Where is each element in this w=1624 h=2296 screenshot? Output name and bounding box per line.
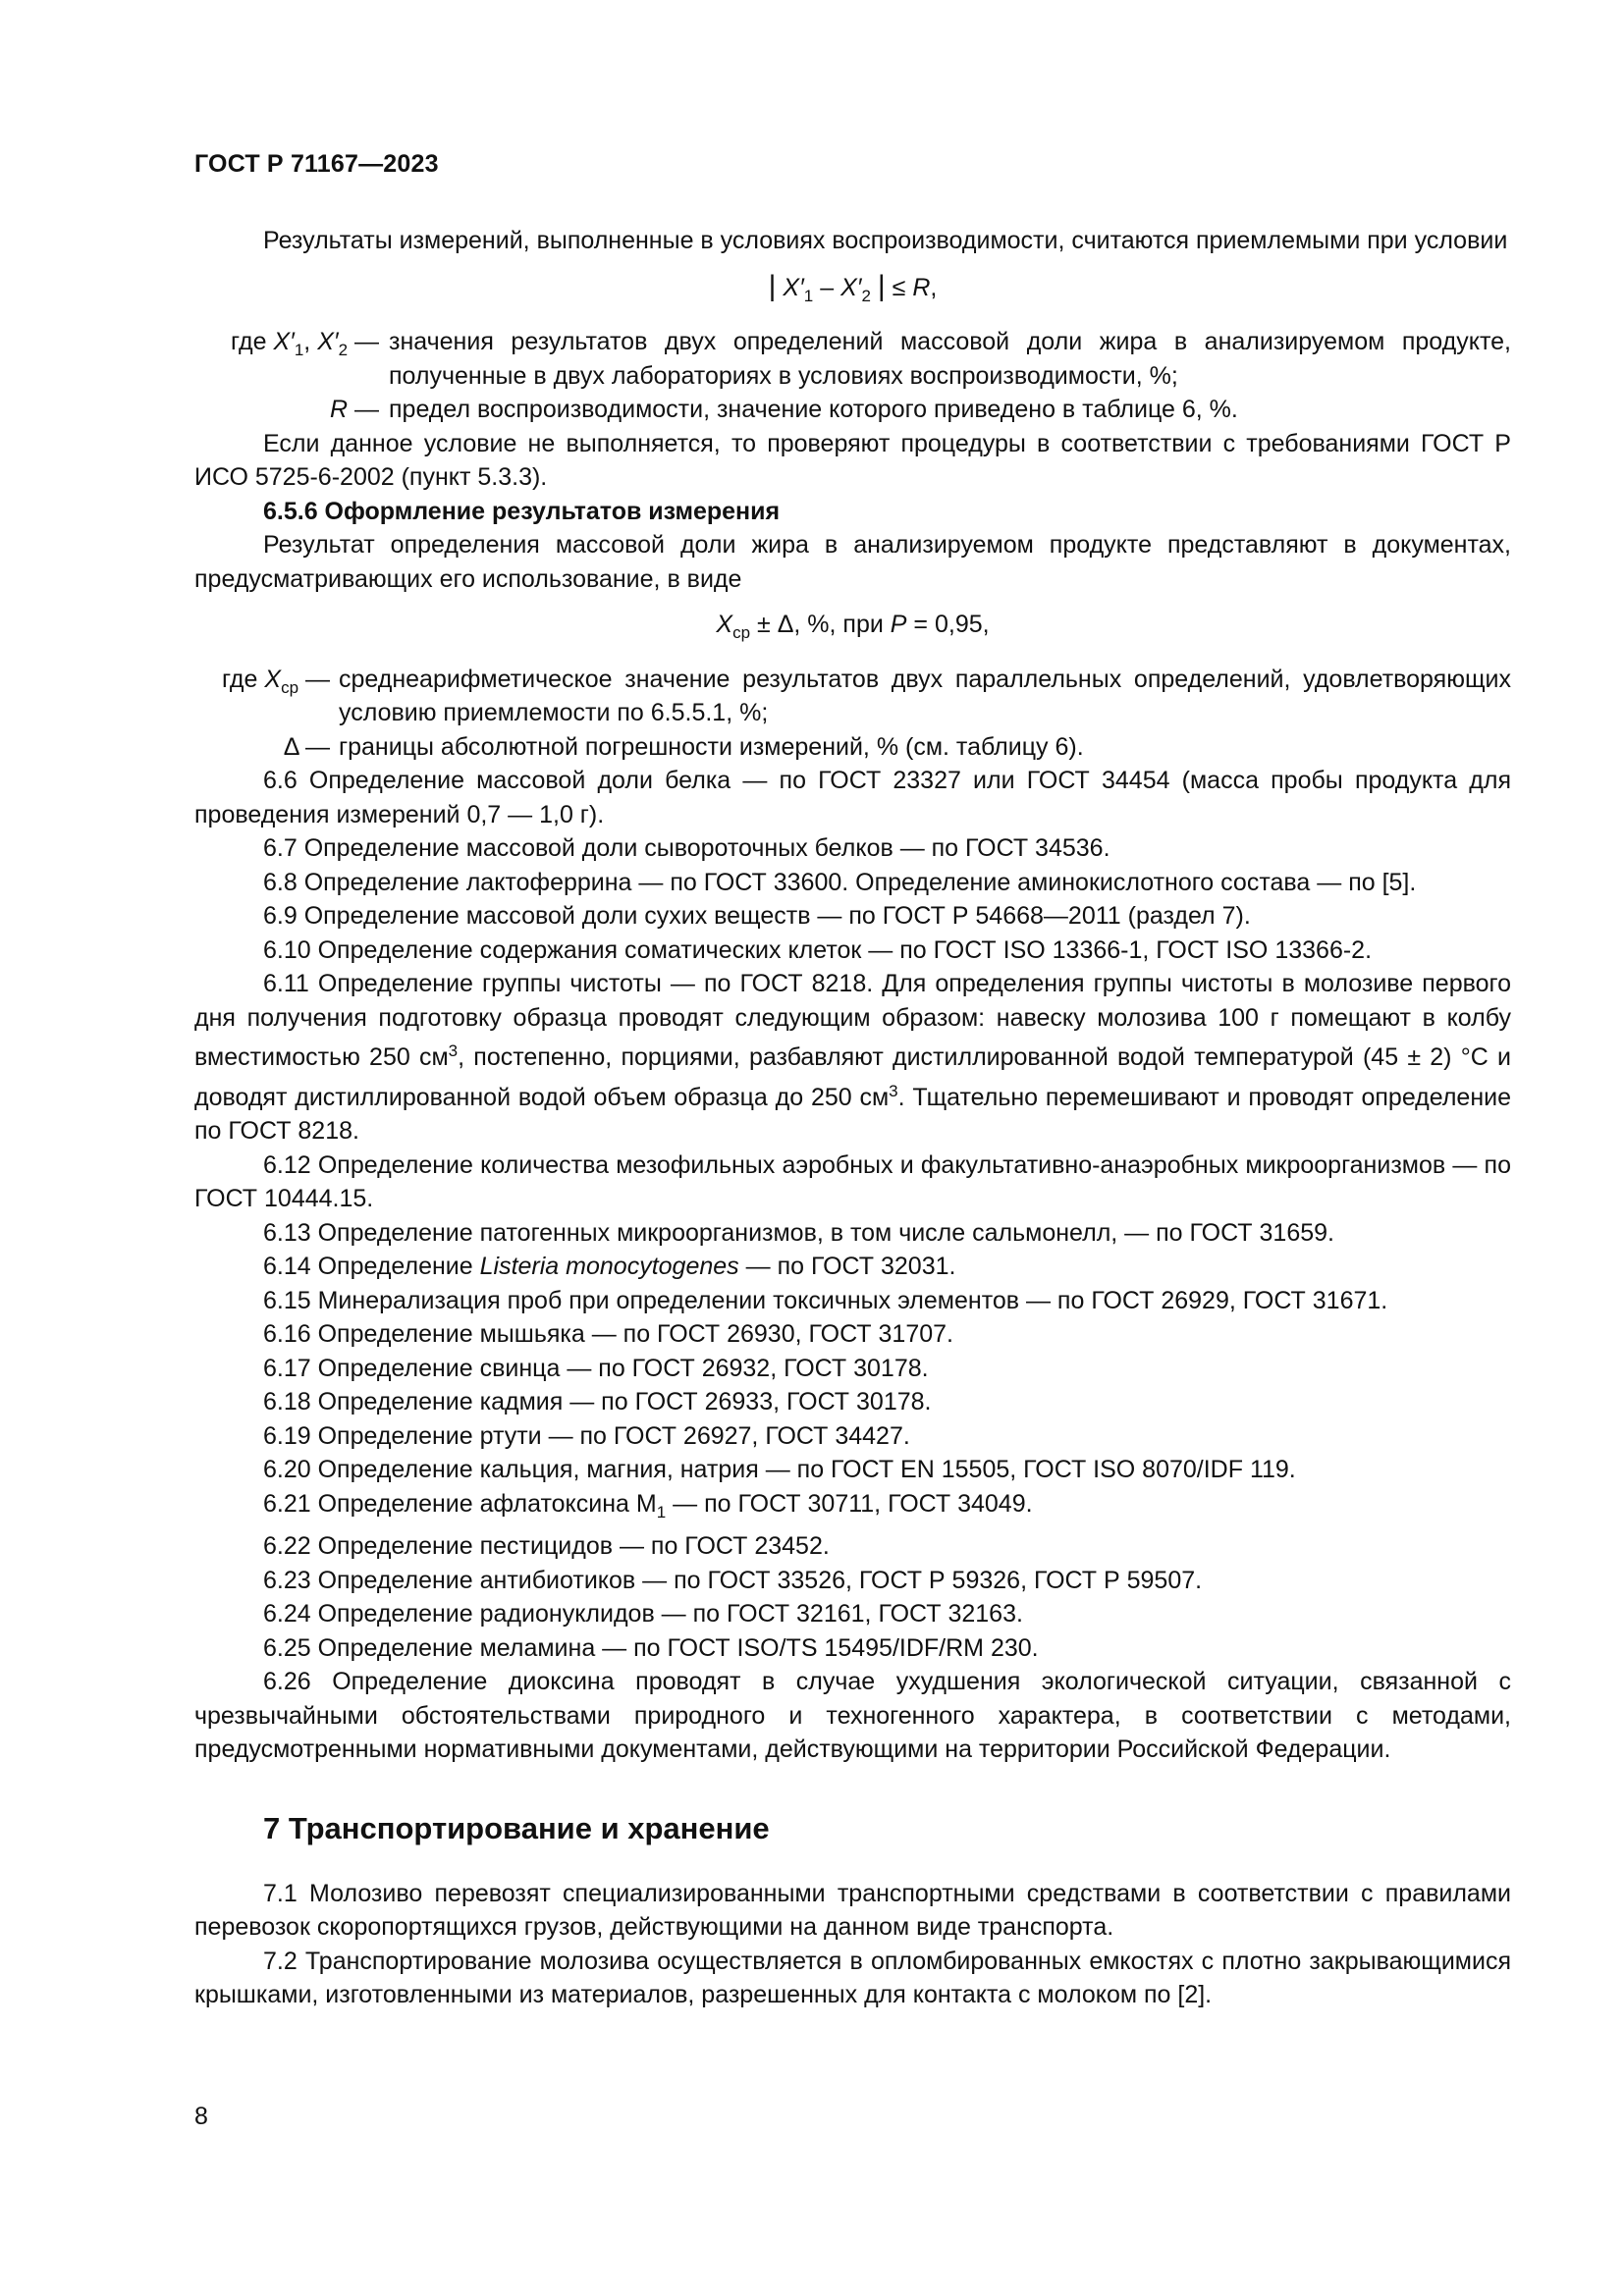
- legend-text: границы абсолютной погрешности измерений, % (см. таблицу 6).: [339, 732, 1084, 761]
- paragraph-reproducibility: Результаты измерений, выполненные в условиях воспроизводимости, считаются приемлемыми при условии: [263, 227, 1508, 254]
- legend-x1-x2: [194, 325, 1511, 393]
- list-item: 6.19 Определение ртути — по ГОСТ 26927, ГОСТ 34427.: [263, 1421, 910, 1450]
- list-item: 6.25 Определение меламина — по ГОСТ ISO/TS 15495/IDF/RM 230.: [263, 1633, 1039, 1662]
- paragraph-7-2: 7.2 Транспортирование молозива осуществляется в опломбированных емкостях с плотно закрывающимися крышками, изготовленными из материалов, разрешенных для контакта с молоком по [2].: [194, 1947, 1511, 2008]
- list-item: 6.12 Определение количества мезофильных аэробных и факультативно-анаэробных микроорганизмов — по ГОСТ 10444.15.: [194, 1150, 1511, 1212]
- list-item: 6.6 Определение массовой доли белка — по ГОСТ 23327 или ГОСТ 34454 (масса пробы продукта для проведения измерений 0,7 — 1,0 г).: [194, 767, 1511, 828]
- legend-term: Δ —: [283, 732, 330, 761]
- legend-delta: [194, 730, 1511, 765]
- formula-result: $X_{ср} \pm \Delta$, %, при P = 0,95,: [716, 611, 990, 642]
- formula-reproducibility: | $X'_1 - X'_2$ | ≤ R,: [768, 269, 938, 305]
- document-body: [194, 224, 1511, 2012]
- legend-term: где $X_{ср}$ —: [221, 665, 330, 697]
- list-item: 6.17 Определение свинца — по ГОСТ 26932, ГОСТ 30178.: [263, 1354, 929, 1382]
- section-title-7: 7 Транспортирование и хранение: [263, 1810, 770, 1845]
- methods-list: [194, 764, 1511, 1767]
- legend-term: где $X'_1$, $X'_2$ —: [231, 328, 379, 359]
- paragraph-7-1: 7.1 Молозиво перевозят специализированными транспортными средствами в соответствии с правилами перевозок скоропортящихся грузов, действующими на данном виде транспорта.: [194, 1879, 1511, 1941]
- list-item: 6.8 Определение лактоферрина — по ГОСТ 33600. Определение аминокислотного состава — по [5].: [263, 868, 1417, 896]
- list-item: 6.26 Определение диоксина проводят в случае ухудшения экологической ситуации, связанной с чрезвычайными обстоятельствами природного и техногенного характера, в соответствии с методами, предусмотренными нормативными документами, действующими на территории Российской Федерации.: [194, 1668, 1511, 1763]
- paragraph-condition-fail: Если данное условие не выполняется, то проверяют процедуры в соответствии с требованиями ГОСТ Р ИСО 5725-6-2002 (пункт 5.3.3).: [194, 429, 1511, 491]
- legend-text: предел воспроизводимости, значение которого приведено в таблице 6, %.: [389, 396, 1238, 423]
- page-number: 8: [194, 2103, 208, 2130]
- document-header: ГОСТ Р 71167—2023: [194, 150, 439, 178]
- paragraph-result-representation: Результат определения массовой доли жира в анализируемом продукте представляют в документах, предусматривающих его использование, в виде: [194, 531, 1511, 593]
- legend-term: R —: [329, 396, 379, 423]
- list-item: 6.15 Минерализация проб при определении токсичных элементов — по ГОСТ 26929, ГОСТ 31671.: [263, 1286, 1388, 1314]
- list-item: 6.10 Определение содержания соматических клеток — по ГОСТ ISO 13366-1, ГОСТ ISO 13366-2.: [263, 935, 1373, 964]
- list-item: 6.11 Определение группы чистоты — по ГОСТ 8218. Для определения группы чистоты в молозиве первого дня получения подготовку образца проводят следующим образом: навеску молозива 100 г помещают в колбу вместимостью 250 $см^3$, постепенно, порциями, разбавляют дистиллированной водой температурой (45 ± 2) °С и доводят дистиллированной водой объем образца до 250 $см^3$. Тщательно перемешивают и проводят определение по ГОСТ 8218.: [194, 970, 1511, 1145]
- list-item: 6.24 Определение радионуклидов — по ГОСТ 32161, ГОСТ 32163.: [263, 1600, 1023, 1628]
- list-item: 6.16 Определение мышьяка — по ГОСТ 26930, ГОСТ 31707.: [263, 1320, 953, 1348]
- list-item: 6.21 Определение афлатоксина $М_1$ — по ГОСТ 30711, ГОСТ 34049.: [263, 1489, 1033, 1522]
- legend-r: [194, 393, 1511, 427]
- list-item: 6.23 Определение антибиотиков — по ГОСТ 33526, ГОСТ Р 59326, ГОСТ Р 59507.: [263, 1566, 1203, 1594]
- list-item: 6.18 Определение кадмия — по ГОСТ 26933, ГОСТ 30178.: [263, 1388, 932, 1415]
- list-item: 6.7 Определение массовой доли сывороточных белков — по ГОСТ 34536.: [263, 834, 1110, 862]
- list-item: 6.22 Определение пестицидов — по ГОСТ 23452.: [263, 1532, 830, 1560]
- list-item: 6.14 Определение Listeria monocytogenes — по ГОСТ 32031.: [263, 1253, 956, 1280]
- subsection-title-6-5-6: 6.5.6 Оформление результатов измерения: [263, 497, 781, 525]
- legend-text: значения результатов двух определений массовой доли жира в анализируемом продукте, полученные в двух лабораториях в условиях воспроизводимости, %;: [389, 328, 1511, 390]
- list-item: 6.13 Определение патогенных микроорганизмов, в том числе сальмонелл, — по ГОСТ 31659.: [263, 1218, 1334, 1247]
- legend-text: среднеарифметическое значение результатов двух параллельных определений, удовлетворяющих условию приемлемости по 6.5.5.1, %;: [339, 665, 1511, 726]
- list-item: 6.9 Определение массовой доли сухих веществ — по ГОСТ Р 54668—2011 (раздел 7).: [263, 902, 1251, 930]
- legend-x-avg: [194, 663, 1511, 730]
- list-item: 6.20 Определение кальция, магния, натрия — по ГОСТ EN 15505, ГОСТ ISO 8070/IDF 119.: [263, 1456, 1296, 1483]
